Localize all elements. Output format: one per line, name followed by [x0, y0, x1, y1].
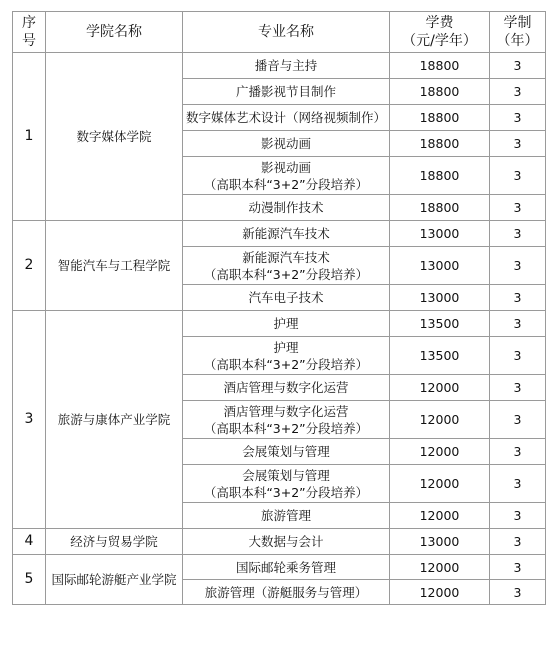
college-name-cell: 经济与贸易学院 — [46, 529, 183, 555]
years-cell: 3 — [490, 157, 546, 195]
fee-cell: 18800 — [390, 53, 490, 79]
major-name: 会展策划与管理 — [242, 467, 330, 483]
fee-cell: 13000 — [390, 221, 490, 247]
fee-cell: 12000 — [390, 375, 490, 401]
fee-cell: 12000 — [390, 439, 490, 465]
major-name-cell: 影视动画 — [183, 131, 390, 157]
table-row — [13, 555, 546, 580]
fee-cell: 12000 — [390, 555, 490, 580]
fee-cell: 18800 — [390, 105, 490, 131]
years-cell: 3 — [490, 555, 546, 580]
header-years-line2: （年） — [496, 33, 539, 49]
table-row — [13, 221, 546, 247]
major-note: （高职本科“3+2”分段培养） — [203, 266, 369, 282]
major-name: 影视动画 — [260, 159, 311, 175]
table-body — [13, 53, 546, 605]
years-cell: 3 — [490, 247, 546, 285]
fee-cell: 18800 — [390, 79, 490, 105]
fee-cell: 12000 — [390, 401, 490, 439]
major-name-cell: 会展策划与管理 — [183, 439, 390, 465]
major-name: 护理 — [273, 339, 299, 355]
years-cell: 3 — [490, 311, 546, 337]
group-index-cell: 4 — [13, 529, 46, 555]
fee-cell: 12000 — [390, 580, 490, 605]
group-index-cell: 5 — [13, 555, 46, 605]
fee-cell: 13000 — [390, 247, 490, 285]
major-name-cell: 旅游管理 — [183, 503, 390, 529]
major-name-cell: 大数据与会计 — [183, 529, 390, 555]
fee-cell: 13500 — [390, 311, 490, 337]
years-cell: 3 — [490, 503, 546, 529]
table-row — [13, 53, 546, 79]
major-note: （高职本科“3+2”分段培养） — [203, 356, 369, 372]
years-cell: 3 — [490, 79, 546, 105]
major-note: （高职本科“3+2”分段培养） — [203, 420, 369, 436]
header-row — [13, 12, 546, 53]
years-cell: 3 — [490, 53, 546, 79]
years-cell: 3 — [490, 375, 546, 401]
years-cell: 3 — [490, 337, 546, 375]
major-name-cell — [183, 337, 390, 375]
header-index — [13, 12, 46, 53]
major-name-cell: 酒店管理与数字化运营 — [183, 375, 390, 401]
header-years-line1: 学制 — [503, 15, 532, 31]
major-name-cell: 旅游管理（游艇服务与管理） — [183, 580, 390, 605]
college-name-cell: 旅游与康体产业学院 — [46, 311, 183, 529]
years-cell: 3 — [490, 195, 546, 221]
years-cell: 3 — [490, 131, 546, 157]
fee-cell: 13000 — [390, 529, 490, 555]
college-name-cell: 数字媒体学院 — [46, 53, 183, 221]
header-fee-line2: （元/学年） — [402, 33, 477, 49]
major-note: （高职本科“3+2”分段培养） — [203, 176, 369, 192]
major-name-cell — [183, 401, 390, 439]
header-years — [490, 12, 546, 53]
years-cell: 3 — [490, 401, 546, 439]
table-row — [13, 529, 546, 555]
header-index-line2: 号 — [22, 33, 36, 49]
major-name-cell: 动漫制作技术 — [183, 195, 390, 221]
tuition-table-container — [12, 11, 546, 605]
header-college: 学院名称 — [46, 12, 183, 53]
college-name-cell: 国际邮轮游艇产业学院 — [46, 555, 183, 605]
major-name-cell: 播音与主持 — [183, 53, 390, 79]
college-name-cell: 智能汽车与工程学院 — [46, 221, 183, 311]
major-name-cell — [183, 247, 390, 285]
table-row — [13, 311, 546, 337]
years-cell: 3 — [490, 221, 546, 247]
years-cell: 3 — [490, 580, 546, 605]
group-index-cell: 1 — [13, 53, 46, 221]
major-name-cell: 护理 — [183, 311, 390, 337]
years-cell: 3 — [490, 105, 546, 131]
major-name: 酒店管理与数字化运营 — [223, 403, 349, 419]
fee-cell: 18800 — [390, 157, 490, 195]
tuition-table — [12, 11, 546, 605]
years-cell: 3 — [490, 439, 546, 465]
group-index-cell: 3 — [13, 311, 46, 529]
major-name-cell: 汽车电子技术 — [183, 285, 390, 311]
fee-cell: 12000 — [390, 503, 490, 529]
major-name-cell: 广播影视节目制作 — [183, 79, 390, 105]
fee-cell: 18800 — [390, 195, 490, 221]
major-name: 新能源汽车技术 — [242, 249, 330, 265]
fee-cell: 13500 — [390, 337, 490, 375]
header-fee — [390, 12, 490, 53]
fee-cell: 12000 — [390, 465, 490, 503]
major-name-cell: 国际邮轮乘务管理 — [183, 555, 390, 580]
major-name-cell: 数字媒体艺术设计（网络视频制作） — [183, 105, 390, 131]
major-name-cell: 新能源汽车技术 — [183, 221, 390, 247]
fee-cell: 13000 — [390, 285, 490, 311]
years-cell: 3 — [490, 285, 546, 311]
major-note: （高职本科“3+2”分段培养） — [203, 484, 369, 500]
group-index-cell: 2 — [13, 221, 46, 311]
years-cell: 3 — [490, 465, 546, 503]
major-name-cell — [183, 465, 390, 503]
fee-cell: 18800 — [390, 131, 490, 157]
header-major: 专业名称 — [183, 12, 390, 53]
header-fee-line1: 学费 — [425, 15, 454, 31]
major-name-cell — [183, 157, 390, 195]
years-cell: 3 — [490, 529, 546, 555]
header-index-line1: 序 — [22, 15, 36, 31]
